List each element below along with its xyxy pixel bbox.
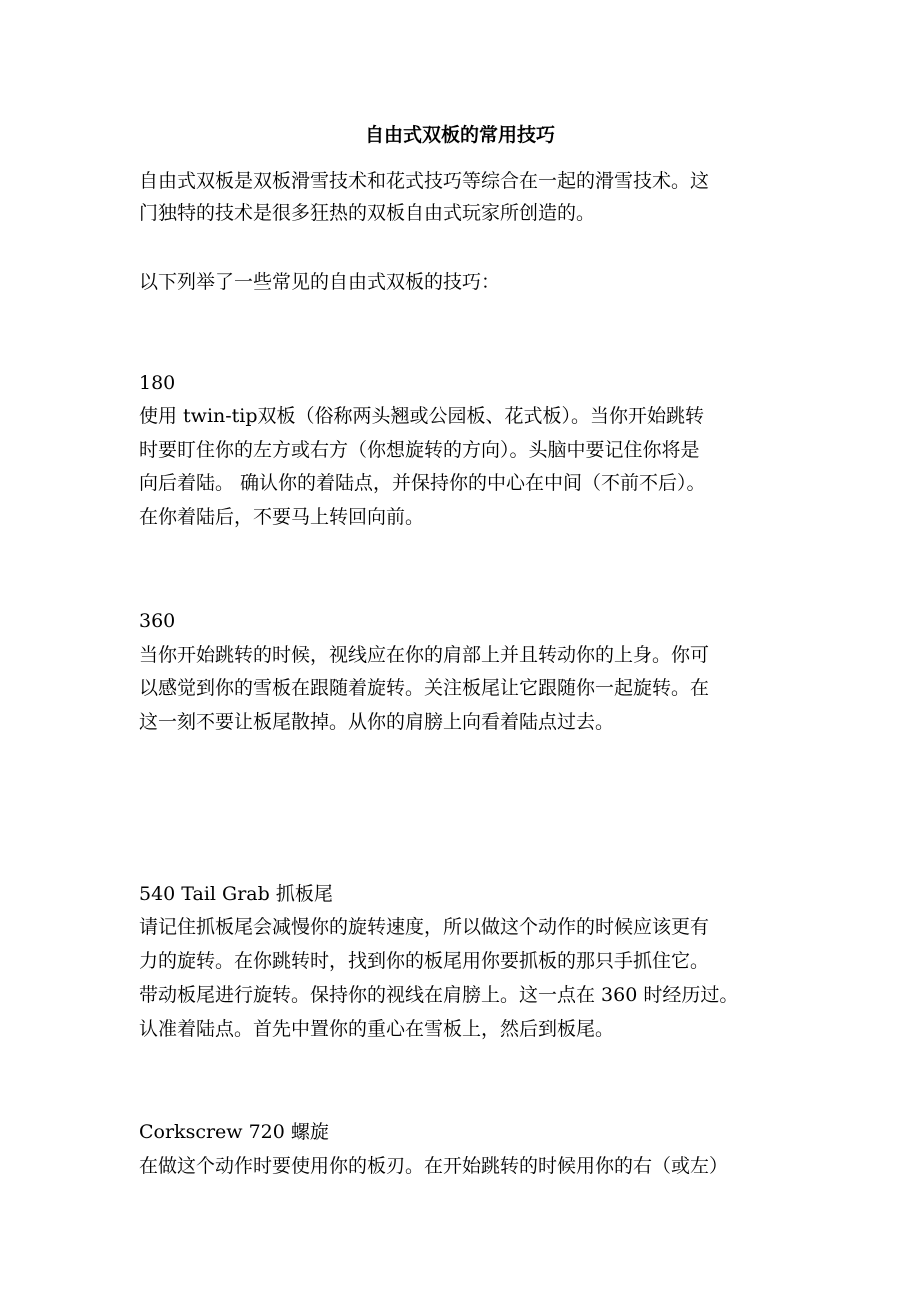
intro-line-1: 自由式双板是双板滑雪技术和花式技巧等综合在一起的滑雪技术。这: [139, 170, 710, 192]
section-heading-180: 180: [139, 372, 176, 394]
section-540-line-4: 认准着陆点。首先中置你的重心在雪板上，然后到板尾。: [139, 1018, 615, 1040]
section-540-line-2: 力的旋转。在你跳转时，找到你的板尾用你要抓板的那只手抓住它。: [139, 950, 710, 972]
section-540-line-1: 请记住抓板尾会减慢你的旋转速度，所以做这个动作的时候应该更有: [139, 916, 710, 938]
section-180-line-1: 使用 twin-tip双板（俗称两头翘或公园板、花式板）。当你开始跳转: [139, 405, 705, 427]
section-360-line-3: 这一刻不要让板尾散掉。从你的肩膀上向看着陆点过去。: [139, 711, 615, 733]
section-180-line-2: 时要盯住你的左方或右方（你想旋转的方向）。头脑中要记住你将是: [139, 439, 700, 461]
section-360-line-1: 当你开始跳转的时候，视线应在你的肩部上并且转动你的上身。你可: [139, 644, 710, 666]
list-intro: 以下列举了一些常见的自由式双板的技巧：: [139, 271, 501, 293]
section-180-line-4: 在你着陆后，不要马上转回向前。: [139, 506, 425, 528]
section-corkscrew-line-1: 在做这个动作时要使用你的板刃。在开始跳转的时候用你的右（或左）: [139, 1155, 729, 1177]
section-360-line-2: 以感觉到你的雪板在跟随着旋转。关注板尾让它跟随你一起旋转。在: [139, 677, 710, 699]
section-heading-corkscrew: Corkscrew 720 螺旋: [139, 1121, 329, 1143]
section-heading-360: 360: [139, 610, 176, 632]
document-title: 自由式双板的常用技巧: [364, 124, 555, 146]
section-180-line-3: 向后着陆。 确认你的着陆点，并保持你的中心在中间（不前不后）。: [139, 472, 706, 494]
intro-line-2: 门独特的技术是很多狂热的双板自由式玩家所创造的。: [139, 202, 596, 224]
section-heading-540: 540 Tail Grab 抓板尾: [139, 883, 333, 905]
section-540-line-3: 带动板尾进行旋转。保持你的视线在肩膀上。这一点在 360 时经历过。: [139, 984, 739, 1006]
